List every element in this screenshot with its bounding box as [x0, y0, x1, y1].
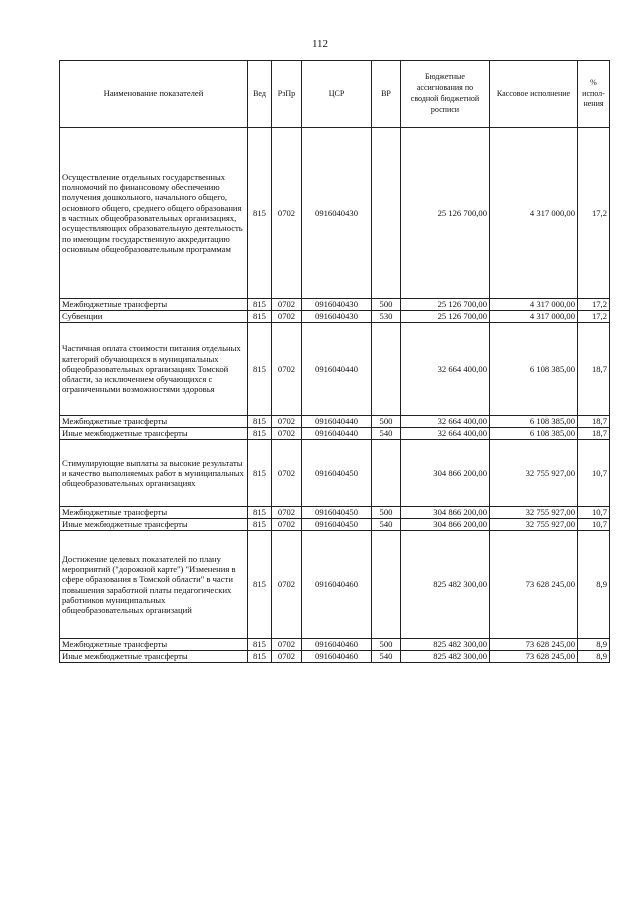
row-budget: 32 664 400,00 — [401, 323, 490, 416]
table-row — [60, 531, 610, 639]
row-csr: 0916040450 — [302, 440, 372, 507]
row-cash: 73 628 245,00 — [490, 651, 578, 663]
row-vr: 500 — [372, 639, 401, 651]
row-budget: 32 664 400,00 — [401, 428, 490, 440]
row-ved: 815 — [248, 416, 272, 428]
row-name: Иные межбюджетные трансферты — [60, 428, 248, 440]
header-ved: Вед — [248, 61, 272, 128]
row-budget: 825 482 300,00 — [401, 651, 490, 663]
header-cash: Кассовое исполнение — [490, 61, 578, 128]
row-ved: 815 — [248, 299, 272, 311]
row-name: Иные межбюджетные трансферты — [60, 651, 248, 663]
row-percent: 18,7 — [578, 416, 610, 428]
row-csr: 0916040450 — [302, 519, 372, 531]
row-ved: 815 — [248, 428, 272, 440]
row-csr: 0916040440 — [302, 323, 372, 416]
row-name: Субвенции — [60, 311, 248, 323]
row-name: Межбюджетные трансферты — [60, 639, 248, 651]
row-budget: 32 664 400,00 — [401, 416, 490, 428]
row-vr: 530 — [372, 311, 401, 323]
row-vr: 500 — [372, 299, 401, 311]
row-cash: 32 755 927,00 — [490, 519, 578, 531]
row-cash: 32 755 927,00 — [490, 507, 578, 519]
header-percent: % испол-нения — [578, 61, 610, 128]
row-cash: 4 317 000,00 — [490, 128, 578, 299]
row-rzpr: 0702 — [272, 416, 302, 428]
row-rzpr: 0702 — [272, 128, 302, 299]
row-budget: 25 126 700,00 — [401, 311, 490, 323]
table-row — [60, 507, 610, 519]
row-name: Межбюджетные трансферты — [60, 507, 248, 519]
row-name: Стимулирующие выплаты за высокие результаты и качество выполняемых работ в муниципальных общеобразовательных организациях — [60, 440, 248, 507]
row-csr: 0916040450 — [302, 507, 372, 519]
row-vr: 500 — [372, 507, 401, 519]
row-percent: 10,7 — [578, 440, 610, 507]
row-vr — [372, 531, 401, 639]
row-vr — [372, 440, 401, 507]
row-rzpr: 0702 — [272, 311, 302, 323]
row-csr: 0916040440 — [302, 428, 372, 440]
row-ved: 815 — [248, 440, 272, 507]
row-percent: 17,2 — [578, 311, 610, 323]
row-vr — [372, 128, 401, 299]
row-percent: 17,2 — [578, 299, 610, 311]
row-percent: 18,7 — [578, 428, 610, 440]
row-budget: 825 482 300,00 — [401, 639, 490, 651]
row-vr: 540 — [372, 519, 401, 531]
header-rzpr: РзПр — [272, 61, 302, 128]
row-vr: 500 — [372, 416, 401, 428]
row-name: Межбюджетные трансферты — [60, 299, 248, 311]
row-csr: 0916040430 — [302, 128, 372, 299]
row-budget: 304 866 200,00 — [401, 440, 490, 507]
row-csr: 0916040460 — [302, 639, 372, 651]
table-row — [60, 299, 610, 311]
row-csr: 0916040430 — [302, 311, 372, 323]
row-csr: 0916040460 — [302, 531, 372, 639]
row-name: Иные межбюджетные трансферты — [60, 519, 248, 531]
table-row — [60, 519, 610, 531]
row-csr: 0916040440 — [302, 416, 372, 428]
table-row — [60, 639, 610, 651]
row-ved: 815 — [248, 128, 272, 299]
header-vr: ВР — [372, 61, 401, 128]
row-rzpr: 0702 — [272, 299, 302, 311]
table-row — [60, 311, 610, 323]
row-cash: 4 317 000,00 — [490, 311, 578, 323]
row-name: Достижение целевых показателей по плану мероприятий ("дорожной карте") "Изменения в сфере образования в Томской области" в части повышения заработной платы педагогических работников муниципальных общеобразовательных организаций — [60, 531, 248, 639]
row-cash: 6 108 385,00 — [490, 428, 578, 440]
table-row — [60, 440, 610, 507]
row-percent: 18,7 — [578, 323, 610, 416]
row-rzpr: 0702 — [272, 428, 302, 440]
row-name: Осуществление отдельных государственных полномочий по финансовому обеспечению получения дошкольного, начального общего, основного общего, среднего общего образования в частных общеобразовательных организациях, осуществляющих образовательную деятельность по имеющим государственную аккредитацию основным общеобразовательным программам — [60, 128, 248, 299]
row-name: Межбюджетные трансферты — [60, 416, 248, 428]
row-cash: 4 317 000,00 — [490, 299, 578, 311]
row-ved: 815 — [248, 531, 272, 639]
row-vr: 540 — [372, 428, 401, 440]
row-rzpr: 0702 — [272, 440, 302, 507]
table-header-row — [60, 61, 610, 128]
row-ved: 815 — [248, 507, 272, 519]
table-row — [60, 651, 610, 663]
row-percent: 8,9 — [578, 651, 610, 663]
header-csr: ЦСР — [302, 61, 372, 128]
row-budget: 825 482 300,00 — [401, 531, 490, 639]
row-percent: 8,9 — [578, 531, 610, 639]
row-cash: 73 628 245,00 — [490, 639, 578, 651]
table-row — [60, 128, 610, 299]
row-cash: 73 628 245,00 — [490, 531, 578, 639]
row-ved: 815 — [248, 639, 272, 651]
row-rzpr: 0702 — [272, 531, 302, 639]
table-row — [60, 416, 610, 428]
budget-execution-table — [59, 60, 610, 663]
row-percent: 10,7 — [578, 507, 610, 519]
row-budget: 304 866 200,00 — [401, 507, 490, 519]
row-vr — [372, 323, 401, 416]
row-budget: 25 126 700,00 — [401, 128, 490, 299]
row-name: Частичная оплата стоимости питания отдельных категорий обучающихся в муниципальных общеобразовательных организациях Томской области, за исключением обучающихся с ограниченными возможностями здоровья — [60, 323, 248, 416]
page-number: 112 — [311, 38, 329, 50]
row-percent: 10,7 — [578, 519, 610, 531]
row-budget: 25 126 700,00 — [401, 299, 490, 311]
header-name: Наименование показателей — [60, 61, 248, 128]
table-row — [60, 428, 610, 440]
row-rzpr: 0702 — [272, 651, 302, 663]
row-cash: 6 108 385,00 — [490, 416, 578, 428]
table-row — [60, 323, 610, 416]
row-cash: 32 755 927,00 — [490, 440, 578, 507]
row-percent: 8,9 — [578, 639, 610, 651]
row-csr: 0916040460 — [302, 651, 372, 663]
row-vr: 540 — [372, 651, 401, 663]
header-budget: Бюджетные ассигнования по сводной бюджетной росписи — [401, 61, 490, 128]
row-rzpr: 0702 — [272, 519, 302, 531]
row-rzpr: 0702 — [272, 639, 302, 651]
row-ved: 815 — [248, 519, 272, 531]
row-ved: 815 — [248, 311, 272, 323]
row-csr: 0916040430 — [302, 299, 372, 311]
row-rzpr: 0702 — [272, 507, 302, 519]
row-ved: 815 — [248, 323, 272, 416]
row-ved: 815 — [248, 651, 272, 663]
row-cash: 6 108 385,00 — [490, 323, 578, 416]
row-rzpr: 0702 — [272, 323, 302, 416]
row-percent: 17,2 — [578, 128, 610, 299]
row-budget: 304 866 200,00 — [401, 519, 490, 531]
